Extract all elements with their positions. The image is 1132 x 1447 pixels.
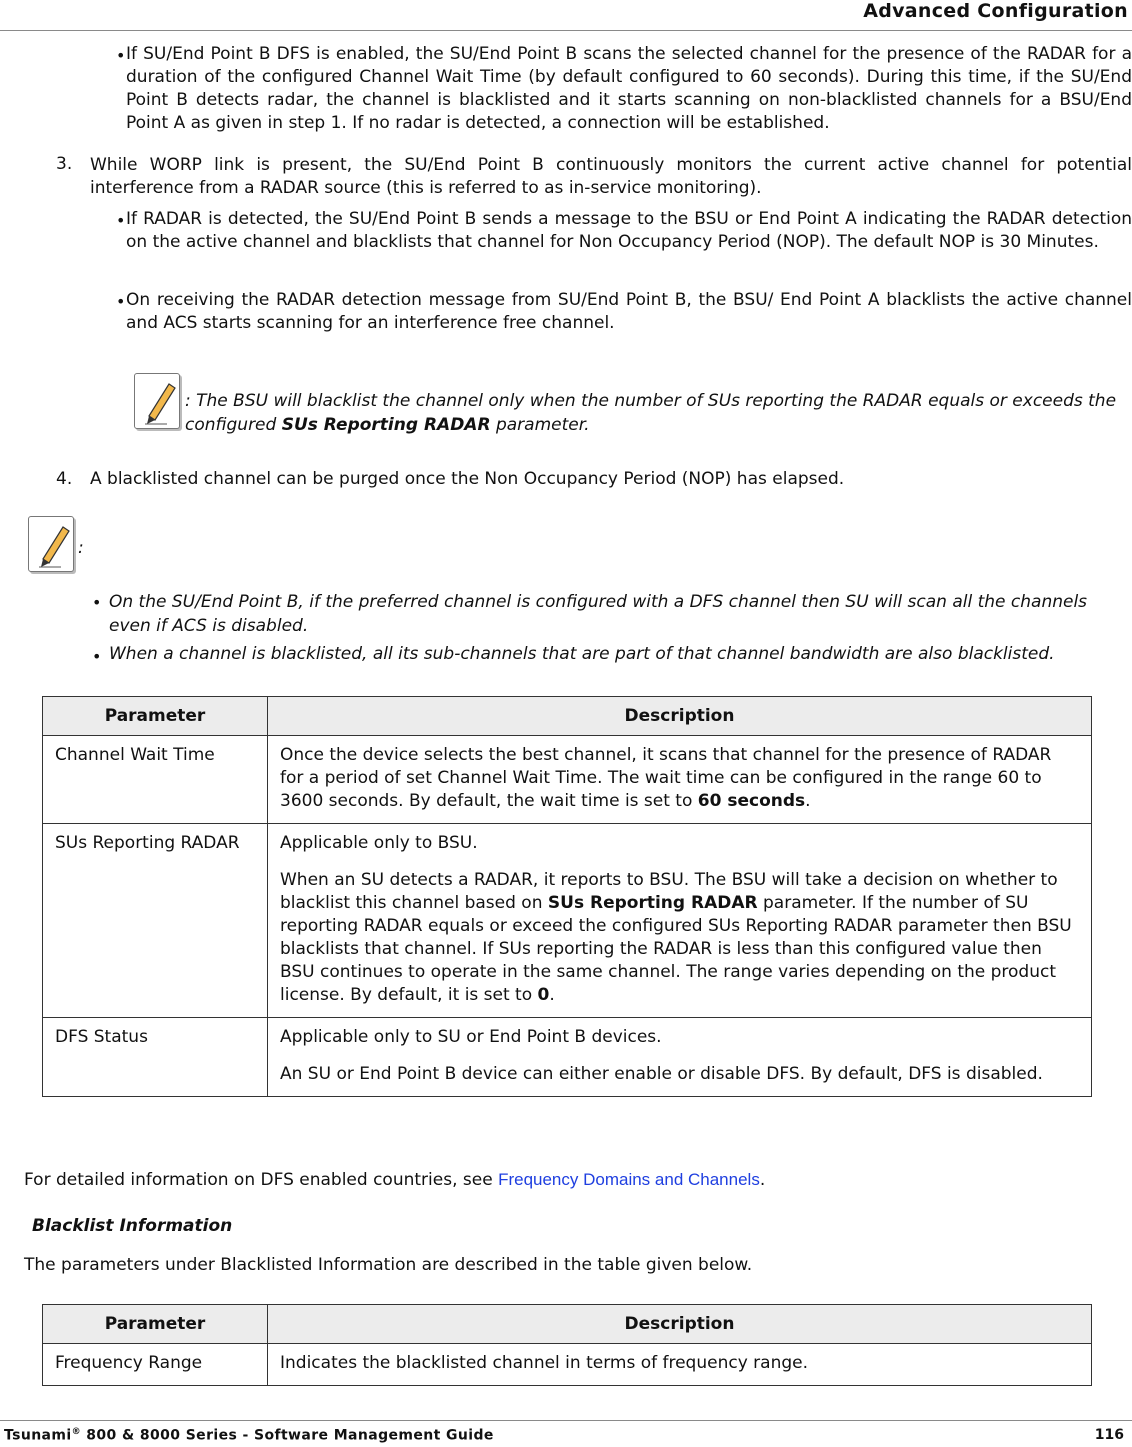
table-header-row [43, 697, 1092, 736]
param-description: Once the device selects the best channel, it scans that channel for the presence of RADAR for a period of set Channel Wait Time. The wait time can be configured in the range 60 to 3600 seconds. By default, the wait time is set to 60 seconds. [268, 736, 1092, 824]
footer-divider [0, 1420, 1132, 1421]
frequency-domains-link[interactable]: Frequency Domains and Channels [498, 1170, 760, 1189]
param-name: DFS Status [43, 1018, 268, 1097]
param-name: Channel Wait Time [43, 736, 268, 824]
page-header-title: Advanced Configuration [863, 0, 1128, 22]
column-header: Parameter [43, 1305, 268, 1344]
note-pencil-icon [28, 516, 74, 572]
column-header: Description [268, 697, 1092, 736]
dfs-reference-text: For detailed information on DFS enabled countries, see Frequency Domains and Channels. [24, 1170, 766, 1190]
bullet-dot: • [116, 211, 126, 230]
step-4-number: 4. [56, 469, 73, 489]
table-row [43, 824, 1092, 1018]
step-4-text: A blacklisted channel can be purged once the Non Occupancy Period (NOP) has elapsed. [90, 469, 845, 489]
step-3-number: 3. [56, 154, 73, 174]
bullet-dot: • [116, 292, 126, 311]
param-description: Applicable only to SU or End Point B devices. An SU or End Point B device can either enable or disable DFS. By default, DFS is disabled. [268, 1018, 1092, 1097]
table-row [43, 736, 1092, 824]
param-description: Applicable only to BSU. When an SU detects a RADAR, it reports to BSU. The BSU will take a decision on whether to blacklist this channel based on SUs Reporting RADAR parameter. If the number of SU reporting RADAR equals or exceed the configured SUs Reporting RADAR parameter then BSU blacklists that channel. If SUs reporting the RADAR is less than this configured value then BSU continues to operate in the same channel. The range varies depending on the product license. By default, it is set to 0. [268, 824, 1092, 1018]
param-name: Frequency Range [43, 1344, 268, 1386]
table-row [43, 1344, 1092, 1386]
note-bold-param: SUs Reporting RADAR [281, 415, 491, 435]
blacklist-heading: Blacklist Information [32, 1216, 233, 1236]
bullet-dot: • [92, 593, 102, 612]
param-description: Indicates the blacklisted channel in terms of frequency range. [268, 1344, 1092, 1386]
blacklist-parameters-table [42, 1304, 1092, 1386]
blacklist-intro: The parameters under Blacklisted Information are described in the table given below. [24, 1255, 753, 1275]
dfs-parameters-table [42, 696, 1092, 1097]
note-colon: : [78, 538, 84, 558]
radar-detected-bullet: If RADAR is detected, the SU/End Point B sends a message to the BSU or End Point A indicating the RADAR detection on the active channel and blacklists that channel for Non Occupancy Period (NOP). The default NOP is 30 Minutes. [126, 209, 1132, 252]
dfs-enabled-bullet: If SU/End Point B DFS is enabled, the SU/End Point B scans the selected channel for the presence of the RADAR for a duration of the configured Channel Wait Time (by default configured to 60 seconds). During this time, if the SU/End Point B detects radar, the channel is blacklisted and it starts scanning on non-blacklisted channels for a BSU/End Point A as given in step 1. If no radar is detected, a connection will be established. [126, 44, 1132, 133]
note-subchannels: When a channel is blacklisted, all its sub-channels that are part of that channel bandwidth are also blacklisted. [109, 644, 1055, 664]
column-header: Parameter [43, 697, 268, 736]
radar-message-bullet: On receiving the RADAR detection message from SU/End Point B, the BSU/ End Point A blacklists the active channel and ACS starts scanning for an interference free channel. [126, 290, 1132, 333]
table-header-row [43, 1305, 1092, 1344]
bullet-dot: • [92, 647, 102, 666]
param-name: SUs Reporting RADAR [43, 824, 268, 1018]
column-header: Description [268, 1305, 1092, 1344]
footer-guide-title: Tsunami® 800 & 8000 Series - Software Management Guide [4, 1427, 494, 1444]
table-row [43, 1018, 1092, 1097]
step-3-text: While WORP link is present, the SU/End Point B continuously monitors the current active channel for potential interference from a RADAR source (this is referred to as in-service monitoring). [90, 155, 1132, 198]
bullet-dot: • [116, 46, 126, 65]
note-blacklist-threshold: : The BSU will blacklist the channel only when the number of SUs reporting the RADAR equals or exceeds the configured SUs Reporting RADAR parameter. [185, 391, 1117, 435]
page-number: 116 [1094, 1427, 1124, 1443]
header-divider [0, 30, 1132, 31]
note-preferred-channel: On the SU/End Point B, if the preferred channel is configured with a DFS channel then SU will scan all the channels even if ACS is disabled. [109, 592, 1088, 636]
note-pencil-icon [134, 373, 180, 429]
